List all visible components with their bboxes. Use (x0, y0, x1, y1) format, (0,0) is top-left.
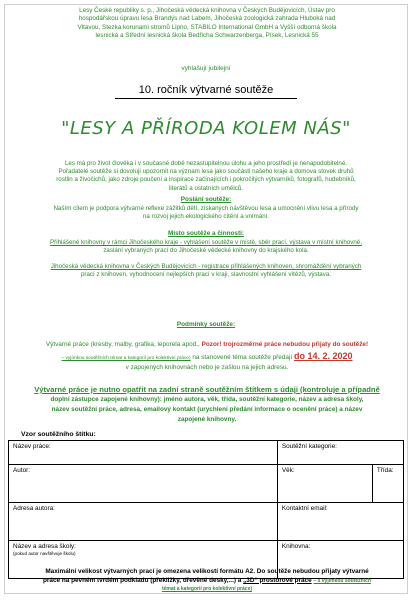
author-field[interactable] (9, 465, 278, 503)
intro-line: Vltavou, Stezka korunami stromů Lipno, STABILO International GmbH a Vyšší odborná škola (77, 23, 337, 31)
footer-line: témat a kategorií pro kolektivní práce) (161, 586, 253, 593)
library-label: Knihovna: (281, 543, 311, 550)
intro-line: Lesy České republiky s. p., Jihočeská vědecká knihovna v Českých Budějovicích, Ústav pro (79, 7, 335, 14)
place-heading: Místo soutěže a činnosti: (168, 230, 244, 237)
mission-heading: Poslání soutěže: (180, 196, 232, 203)
author-address-label: Adresa autora: (13, 505, 55, 512)
place-line: prací z knihoven, vyhodnocení nejlepších prací v kraji, slavnostní vyhlášení vítězů, výstava. (80, 271, 332, 279)
form-title: Vzor soutěžního štítku: (21, 431, 96, 438)
conditions-line-1 (11, 340, 403, 349)
leaflet-page (4, 4, 408, 594)
author-label: Autor: (13, 467, 31, 474)
conditions-line-2 (11, 352, 403, 363)
mission-line: na rozvoj jejich ekologického cítění a vnímání. (142, 213, 270, 221)
work-name-field[interactable] (9, 441, 278, 465)
age-label: Věk: (281, 467, 295, 474)
school-label: Název a adresa školy: (13, 543, 76, 550)
about-line: rostlin a živočichů, jako zdroje poučení a inspirace začínajících i pokročilých výtvarníků, fotografů, hudebníků, (56, 176, 356, 184)
warning-line: Výtvarné práce je nutno opatřit na zadní straně soutěžním štítkem s údaji (kontroluje a případně (34, 385, 380, 394)
category-field[interactable] (277, 441, 403, 465)
email-field[interactable] (277, 503, 403, 541)
intro-line: lesnická a Střední lesnická škola Bedřicha Schwarzenberga, Písek, Lesnická 55 (95, 32, 319, 40)
edition-heading: 10. ročník výtvarné soutěže (138, 84, 274, 96)
email-label: Kontaktní email: (281, 505, 328, 512)
conditions-warning: Pozor! trojrozměrné práce nebudou přijaty do soutěže! (201, 341, 369, 348)
organizers-intro (11, 7, 403, 41)
about-paragraph (17, 160, 395, 193)
conditions-exception: – vyjímkou soutěžních témat a kategorií pro kolektivní práce) (61, 356, 191, 361)
deadline-date: do 14. 2. 2020 (293, 351, 353, 361)
warning-line: zapojené knihovny. (177, 416, 237, 423)
footer-line: Maximální velikost výtvarných prací je omezena velikostí formátu A2. Do soutěže nebudou přijaty výtvarné (45, 568, 369, 575)
place-line: Jihočeská vědecká knihovna v Českých Budějovicích - registrace přihlášených knihoven, shromáždění vybraných (50, 263, 362, 270)
footer-3d-note: „3D“ prostorové práce (243, 576, 312, 584)
entry-label-form (8, 440, 404, 579)
class-field[interactable] (372, 465, 403, 503)
about-line: Les má pro život člověka i v současné době nezastupitelnou úlohu a jeho prostředí je nenapodobitelné. (64, 160, 348, 167)
school-note: (pokud autor navštěvuje školu) (13, 551, 76, 556)
age-field[interactable] (277, 465, 372, 503)
announce-text: vyhlašují jubilejní (181, 65, 231, 72)
category-label: Soutěžní kategorie: (281, 443, 337, 450)
place-paragraph-1 (17, 239, 395, 255)
label-instruction (11, 385, 403, 425)
class-label: Třída: (376, 467, 394, 474)
conditions-heading: Podmínky soutěže: (176, 321, 236, 328)
mission-paragraph (17, 205, 395, 221)
contest-title: "LESY A PŘÍRODA KOLEM NÁS" (61, 118, 351, 139)
about-line: Pořadatelé soutěže si dovolují upozornit na význam lesa jako součásti našeho kraje a domova stovek druhů (58, 168, 354, 176)
edition-underline (115, 98, 297, 99)
footer-line (11, 577, 403, 586)
warning-line: doplní zástupce zapojené knihovny): jméno autora, věk, třída, soutěžní kategorie, název a adresa školy, (50, 396, 364, 403)
size-rules (11, 568, 403, 594)
mission-line: Naším cílem je podpora výtvarné reflexe zážitků dětí, získaných návštěvou lesa a umocnění vlivu lesa a přírody (53, 205, 359, 212)
place-line: Přihlášené knihovny v rámci Jihočeského kraje - vyhlášení soutěže v místě, sběr prací, výstava v místní knihovně, (50, 239, 362, 246)
conditions-text: Výtvarné práce (kresby, malby, grafika, leporela apod., (45, 341, 200, 348)
place-paragraph-2 (17, 263, 395, 279)
author-address-field[interactable] (9, 503, 278, 541)
conditions-line-3: v zapojených knihovnách nebo je zašlou na jejich adresu. (125, 364, 289, 371)
about-line: literátů a ostatních umělců. (169, 184, 243, 192)
footer-exception: – s vyjímkou soutěžních (313, 577, 371, 584)
footer-text: práce na pevném tvrdém podkladu (překližky, dřevěné desky,...) a (43, 576, 242, 584)
conditions-text: na stanovené téma soutěže předají (192, 354, 293, 361)
work-name-label: Název práce: (13, 443, 51, 450)
place-line: zaslání vybraných prací do Jihočeské vědecké knihovny do krajského kola. (103, 247, 309, 255)
intro-line: hospodářskou úpravu lesa Brandýs nad Labem, Jihočeská zoologická zahrada Hluboká nad (78, 15, 336, 23)
warning-line: název soutěžní práce, adresa, emailový kontakt (urychlení předání informace o ocenění práce) a název (51, 406, 363, 413)
